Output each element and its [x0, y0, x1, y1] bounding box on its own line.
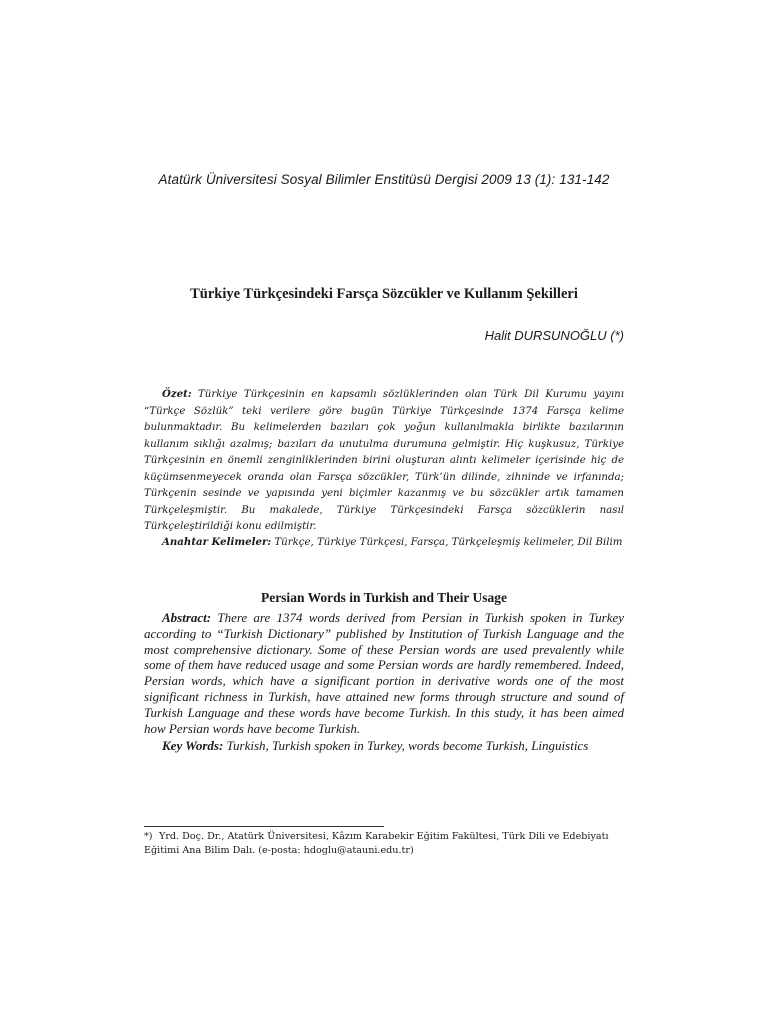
- english-abstract: [144, 610, 624, 736]
- turkish-keywords: [144, 534, 624, 552]
- turkish-abstract-label: Özet:: [162, 388, 192, 400]
- turkish-abstract-text: Türkiye Türkçesinin en kapsamlı sözlüklerinden olan Türk Dil Kurumu yayını “Türkçe Sözlük” teki verilere göre bugün Türkiye Türkçesinde 1374 Farsça kelime bulunmaktadır. Bu kelimelerden bazıları çok yoğun kullanılmakla birlikte bazılarının kullanım sıklığı azalmış; bazıları da unutulma durumuna gelmiştir. Hiç kuşkusuz, Türkiye Türkçesinin en önemli zenginliklerinden birini oluşturan alıntı kelimeler içerisinde hiç de küçümsenmeyecek oranda olan Farsça sözcükler, Türk’ün dilinde, zihninde ve irfanında; Türkçenin sesinde ve yapısında yeni biçimler kazanmış ve bu sözcükler artık tamamen Türkçeleşmiştir. Bu makalede, Türkiye Türkçesindeki Farsça sözcüklerin nasıl Türkçeleştirildiği konu edilmiştir.: [144, 389, 624, 532]
- footnote-text: Yrd. Doç. Dr., Atatürk Üniversitesi, Kâzım Karabekir Eğitim Fakültesi, Türk Dili ve Edebiyatı Eğitimi Ana Bilim Dalı. (e-posta: hdoglu@atauni.edu.tr): [144, 831, 609, 856]
- english-abstract-text: There are 1374 words derived from Persian in Turkish spoken in Turkey according to “Turkish Dictionary” published by Institution of Turkish Language and the most comprehensive dictionary. Some of these Persian words are used prevalently while some of them have reduced usage and some Persian words are hardly remembered. Indeed, Persian words, which have a significant portion in derivative words one of the most significant richness in Turkish, have attained new forms through structure and sound of Turkish Language and these words have become Turkish. In this study, it has been aimed how Persian words have become Turkish.: [144, 610, 625, 736]
- article-author: Halit DURSUNOĞLU (*): [484, 328, 624, 343]
- english-abstract-label: Abstract:: [162, 610, 212, 625]
- footnote: [144, 830, 624, 857]
- english-keywords-label: Key Words:: [162, 738, 224, 753]
- footnote-divider: [144, 826, 384, 827]
- turkish-keywords-text: Türkçe, Türkiye Türkçesi, Farsça, Türkçeleşmiş kelimeler, Dil Bilim: [274, 537, 623, 548]
- english-keywords: [144, 738, 624, 754]
- english-title: Persian Words in Turkish and Their Usage: [260, 590, 508, 605]
- journal-header: Atatürk Üniversitesi Sosyal Bilimler Enstitüsü Dergisi 2009 13 (1): 131-142: [158, 172, 610, 187]
- turkish-abstract: [144, 386, 624, 536]
- turkish-keywords-label: Anahtar Kelimeler:: [162, 536, 272, 548]
- english-keywords-text: Turkish, Turkish spoken in Turkey, words become Turkish, Linguistics: [226, 738, 589, 753]
- footnote-mark: *): [144, 831, 153, 842]
- article-title: Türkiye Türkçesindeki Farsça Sözcükler ve Kullanım Şekilleri: [190, 286, 578, 302]
